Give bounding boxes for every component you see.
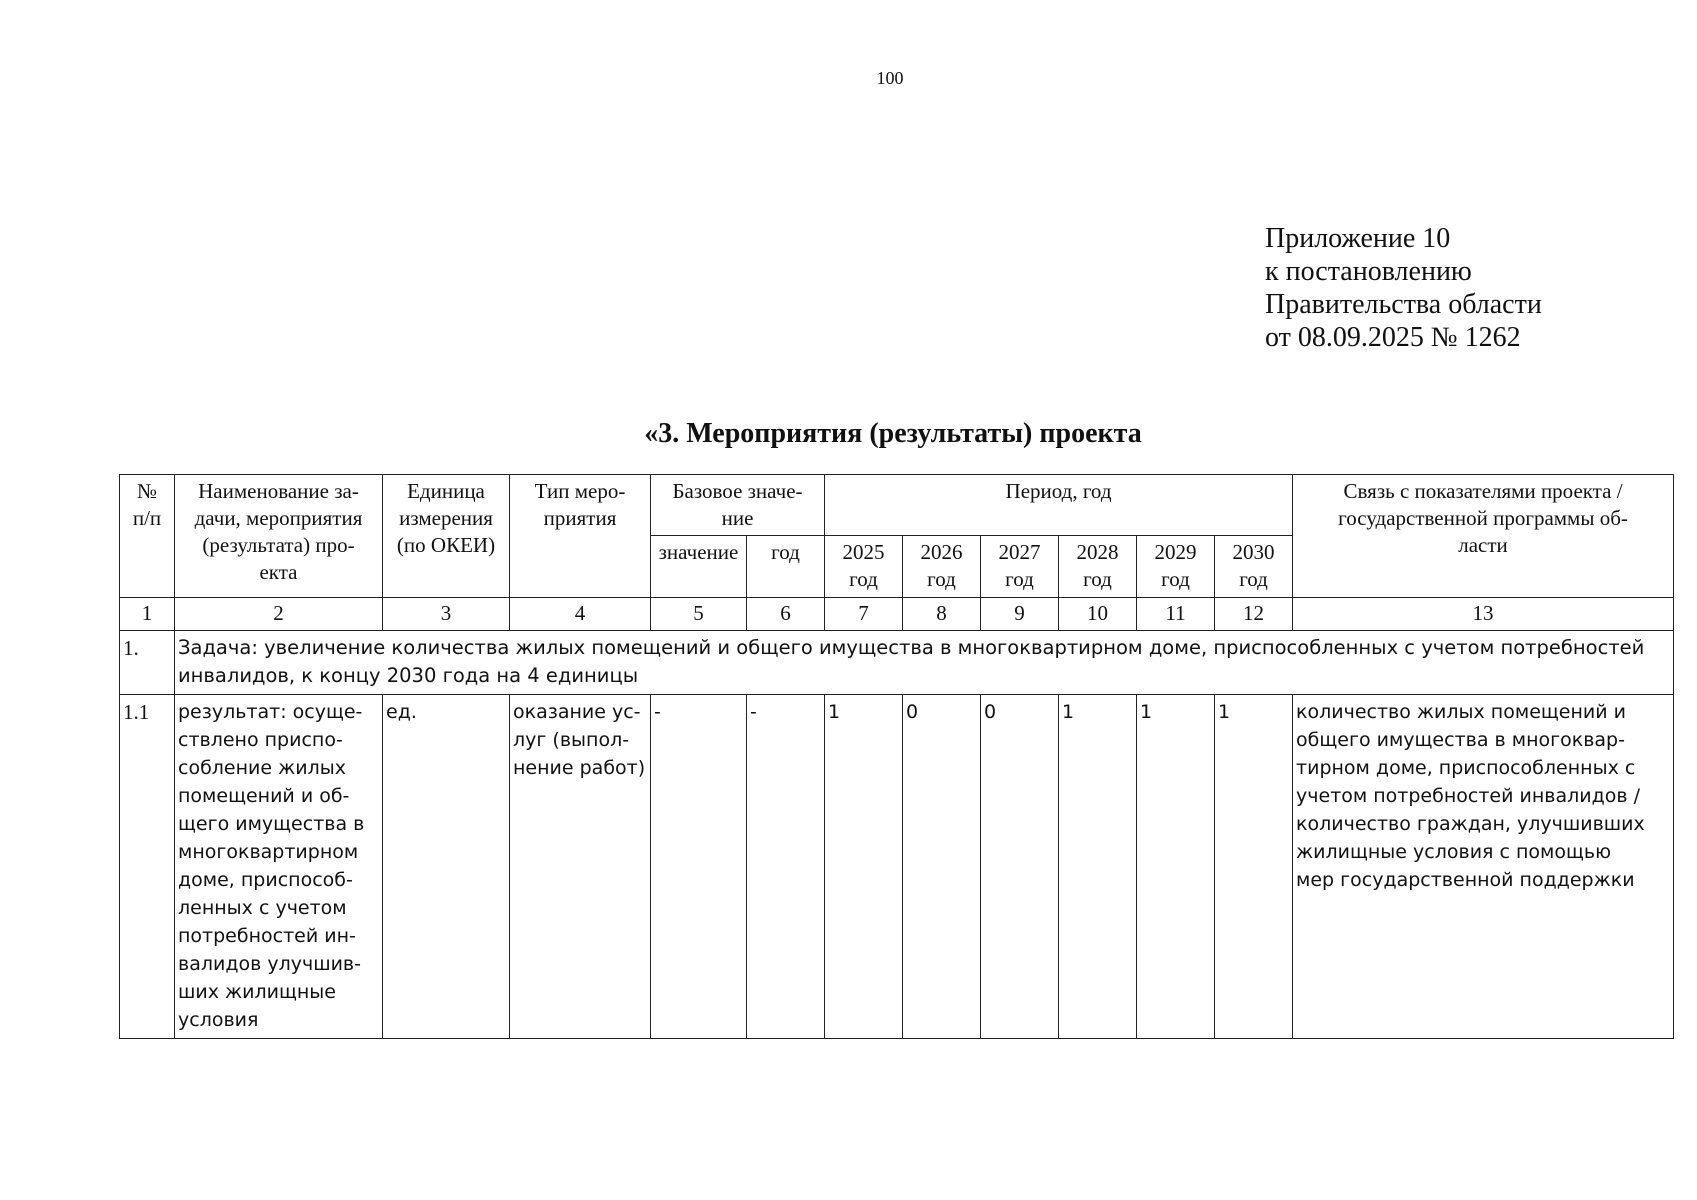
result-base-year: - bbox=[747, 695, 825, 1039]
page-number: 100 bbox=[876, 68, 904, 88]
header-year-2030: 2030 год bbox=[1215, 536, 1293, 598]
result-value-2030: 1 bbox=[1215, 695, 1293, 1039]
activities-table bbox=[119, 474, 1674, 1039]
column-number: 2 bbox=[175, 598, 383, 631]
approval-line-4: от 08.09.2025 № 1262 bbox=[1265, 322, 1521, 353]
result-type: оказание ус- луг (выпол- нение работ) bbox=[510, 695, 651, 1039]
header-unit: Единица измерения (по ОКЕИ) bbox=[383, 475, 510, 598]
column-number: 9 bbox=[981, 598, 1059, 631]
task-row bbox=[120, 631, 1674, 695]
approval-block bbox=[1265, 222, 1542, 354]
column-number: 1 bbox=[120, 598, 175, 631]
column-number: 7 bbox=[825, 598, 903, 631]
result-link: количество жилых помещений и общего имущества в многоквар- тирном доме, приспособленных с учетом потребностей инвалидов / количество граждан, улучшивших жилищные условия с помощью мер государственной поддержки bbox=[1293, 695, 1674, 1039]
task-num: 1. bbox=[120, 631, 175, 695]
header-base-value: значение bbox=[651, 536, 747, 598]
column-number: 12 bbox=[1215, 598, 1293, 631]
column-number: 4 bbox=[510, 598, 651, 631]
column-number: 10 bbox=[1059, 598, 1137, 631]
result-value-2026: 0 bbox=[903, 695, 981, 1039]
result-value-2028: 1 bbox=[1059, 695, 1137, 1039]
header-base: Базовое значе- ние bbox=[651, 475, 825, 536]
result-value-2029: 1 bbox=[1137, 695, 1215, 1039]
approval-line-3: Правительства области bbox=[1265, 289, 1542, 320]
header-year-2027: 2027 год bbox=[981, 536, 1059, 598]
column-number: 13 bbox=[1293, 598, 1674, 631]
header-year-2026: 2026 год bbox=[903, 536, 981, 598]
header-name: Наименование за- дачи, мероприятия (результата) про- екта bbox=[175, 475, 383, 598]
header-year-2029: 2029 год bbox=[1137, 536, 1215, 598]
header-link: Связь с показателями проекта / государственной программы об- ласти bbox=[1293, 475, 1674, 598]
column-number: 11 bbox=[1137, 598, 1215, 631]
result-num: 1.1 bbox=[120, 695, 175, 1039]
result-base-value: - bbox=[651, 695, 747, 1039]
result-value-2027: 0 bbox=[981, 695, 1059, 1039]
header-row-1 bbox=[120, 475, 1674, 536]
header-year-2025: 2025 год bbox=[825, 536, 903, 598]
approval-line-1: Приложение 10 bbox=[1265, 223, 1451, 254]
result-name: результат: осуще- ствлено приспо- собление жилых помещений и об- щего имущества в многоквартирном доме, приспособ- ленных с учетом потребностей ин- валидов улучшив- ших жилищные условия bbox=[175, 695, 383, 1039]
column-number: 3 bbox=[383, 598, 510, 631]
result-row bbox=[120, 695, 1674, 1039]
column-number-row bbox=[120, 598, 1674, 631]
header-year-2028: 2028 год bbox=[1059, 536, 1137, 598]
column-number: 8 bbox=[903, 598, 981, 631]
header-num: № п/п bbox=[120, 475, 175, 598]
header-period: Период, год bbox=[825, 475, 1293, 536]
header-type: Тип меро- приятия bbox=[510, 475, 651, 598]
result-unit: ед. bbox=[383, 695, 510, 1039]
section-title: «3. Мероприятия (результаты) проекта bbox=[644, 418, 1142, 449]
task-text: Задача: увеличение количества жилых помещений и общего имущества в многоквартирном доме, приспособленных с учетом потребностей инвалидов, к концу 2030 года на 4 единицы bbox=[175, 631, 1674, 695]
column-number: 6 bbox=[747, 598, 825, 631]
approval-line-2: к постановлению bbox=[1265, 256, 1472, 287]
header-base-year: год bbox=[747, 536, 825, 598]
column-number: 5 bbox=[651, 598, 747, 631]
result-value-2025: 1 bbox=[825, 695, 903, 1039]
